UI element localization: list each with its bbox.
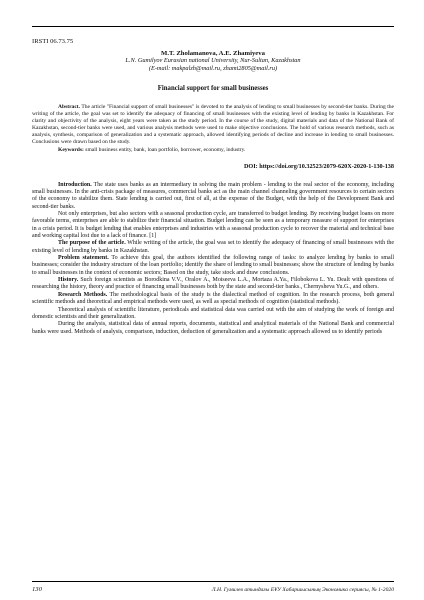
author-emails: (E-mail: makpalzh@mail.ru, zhami2805@mail.ru) [148, 65, 278, 72]
problem-text: To achieve this goal, the authors identified the following range of tasks: to analyze lending by banks to small businesses; consider the industry structure of the loan portfolio; identify the share of lending to small businesses; show the structure of lending by banks to small businesses in the context of economic sectors; Based on the study, take stock and draw conclusions. [32, 255, 394, 276]
paragraph-history [32, 277, 394, 292]
authors: M.T. Zholamanova, A.E. Zhamiyeva [161, 50, 265, 57]
methods-text: The methodological basis of the study is the dialectical method of cognition. In the research process, both general scientific methods and theoretical and empirical methods were used, as well as special methods of cognition (statistical methods). [32, 291, 394, 306]
paragraph-budget-lending: Not only enterprises, but also sectors with a seasonal production cycle, are transferred to budget lending. By receiving budget loans on more favorable terms, enterprises are able to stabilize their financial situation. Budget lending can be seen as a temporary measure of support for enterprises in a crisis period. It is budget lending that enables enterprises and industries with a seasonal production cycle to recover the material and technical base and working capital lost due to a lack of finance. [1] [32, 211, 394, 240]
methods-heading: Research Methods. [58, 291, 108, 298]
journal-name: Л.Н. Гумилев атындағы ЕҰУ Хабаршысының Экономика сериясы, № 1-2020 [211, 587, 394, 593]
keywords-label: Keywords: [58, 146, 84, 153]
introduction-text: The state uses banks as an intermediary in solving the main problem - lending to the real sector of the economy, including small businesses. In the anti-crisis package of measures, commercial banks act as the main channel channeling government resources to certain sectors of the economy to stabilize them. State lending is carried out, first of all, at the expense of the Budget, with the help of the Development Bank and second-tier banks. [32, 181, 394, 210]
paragraph-statistical-data: During the analysis, statistical data of annual reports, documents, statistical and analytical materials of the National Bank and commercial banks were used. Methods of analysis, comparison, induction, deduction of generalization and a systematic approach allowed us to identify periods [32, 321, 394, 335]
purpose-heading: The purpose of the article. [58, 240, 126, 247]
page-number: 130 [32, 586, 42, 593]
introduction-heading: Introduction. [58, 181, 92, 188]
abstract-text: The article "Financial support of small businesses" is devoted to the analysis of lending to small businesses by second-tier banks. During the writing of the article, the goal was set to identify the adequacy of financing of small businesses with the existing level of lending by banks in Kazakhstan. For clarity and objectivity of the analysis, eight years were taken as the study period. In the course of the study, digital materials and data of the National Bank of Kazakhstan, second-tier banks were used, and various analysis methods were used to make objective conclusions. The hold of various research methods, such as analysis, synthesis, comparison of generalization and a systematic approach, allowed identifying periods of decline and increase in lending to small businesses. Conclusions were drawn based on the study. [32, 104, 394, 146]
abstract-label: Abstract. [58, 104, 81, 110]
affiliation: L.N. Gumilyov Eurasian national University, Nur-Sultan, Kazakhstan [125, 57, 301, 64]
history-heading: History. [58, 277, 79, 284]
keywords [32, 147, 394, 154]
purpose-text: While writing of the article, the goal was set to identify the adequacy of financing of small businesses with the existing level of lending by banks in Kazakhstan. [32, 240, 394, 254]
paragraph-introduction [32, 182, 394, 211]
history-text: Such foreign scientists as Borodkina V.V., Oralov A., Moiseeva L.A., Mortaza A.Ya., Filobokova L. Yu. Dealt with questions of researching the history, theory and practice of financing small businesses both by the state and second-tier banks., Chernysheva Yu.G., and others. [32, 277, 395, 291]
irsti-code: IRSTI 06.73.75 [32, 38, 74, 45]
header-rule [32, 26, 394, 27]
problem-heading: Problem statement. [58, 255, 109, 262]
paragraph-problem [32, 255, 394, 277]
footer-rule [32, 581, 394, 582]
paragraph-purpose [32, 240, 394, 255]
article-page [32, 30, 394, 336]
keywords-text: small business entity, bank, loan portfolio, borrower, economy, industry. [85, 146, 246, 153]
abstract [32, 104, 394, 147]
article-body [32, 182, 394, 336]
paragraph-methods [32, 292, 394, 307]
doi-link[interactable]: DOI: https://doi.org/10.32523/2079-620X-2020-1-130-138 [243, 162, 394, 170]
paragraph-theoretical-analysis: Theoretical analysis of scientific literature, periodicals and statistical data was carried out with the aim of studying the work of foreign and domestic scientists and their generalization. [32, 306, 394, 320]
article-title: Financial support for small businesses [157, 85, 269, 92]
